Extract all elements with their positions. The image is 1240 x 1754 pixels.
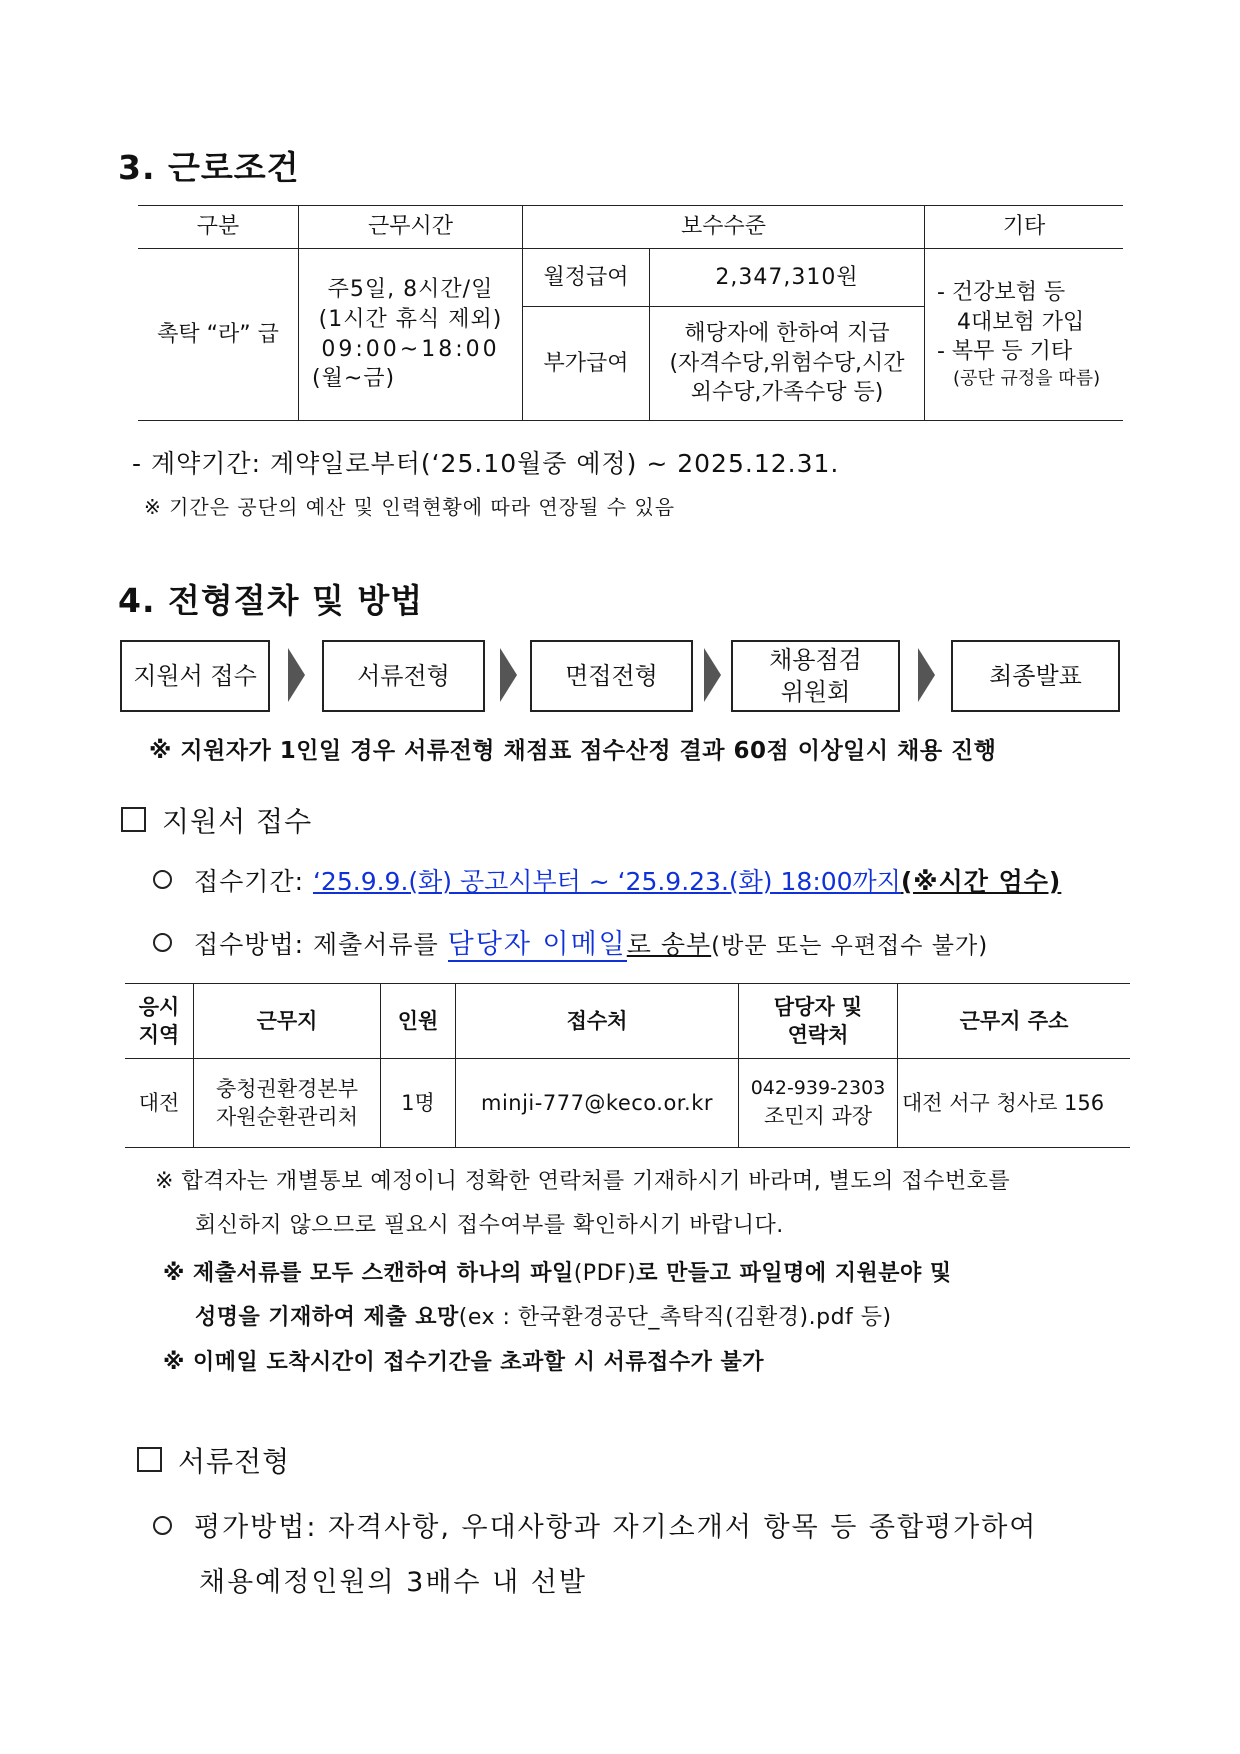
checkbox-icon <box>137 1447 162 1472</box>
step-interview: 면접전형 <box>530 640 693 712</box>
arrow-icon <box>704 648 721 702</box>
step-hiring-committee: 채용점검 위원회 <box>731 640 900 712</box>
header-etc: 기타 <box>925 206 1124 249</box>
extra-pay-label: 부가급여 <box>523 307 650 421</box>
arrow-icon <box>500 648 517 702</box>
step-application: 지원서 접수 <box>120 640 270 712</box>
working-conditions-table <box>138 205 1123 421</box>
step-document-screening: 서류전형 <box>322 640 485 712</box>
contact-table <box>125 983 1130 1148</box>
header-count: 인원 <box>381 984 456 1059</box>
arrow-icon <box>918 648 935 702</box>
monthly-pay-value: 2,347,310원 <box>650 249 925 307</box>
header-hours: 근무시간 <box>299 206 523 249</box>
screening-method: 평가방법: 자격사항, 우대사항과 자기소개서 항목 등 종합평가하여 <box>153 1505 1037 1544</box>
document-screening-heading: 서류전형 <box>137 1440 290 1480</box>
section-4-title: 4. 전형절차 및 방법 <box>118 581 424 620</box>
method-highlight: 담당자 이메일 <box>447 929 627 960</box>
note-file-1: ※ 제출서류를 모두 스캔하여 하나의 파일(PDF)로 만들고 파일명에 지원분야 및 <box>163 1261 952 1286</box>
header-workplace: 근무지 <box>194 984 381 1059</box>
note-contact-2: 회신하지 않으므로 필요시 접수여부를 확인하시기 바랍니다. <box>195 1213 784 1238</box>
workplace-cell: 충청권환경본부 자원순환관리처 <box>194 1059 381 1148</box>
screening-method-2: 채용예정인원의 3배수 내 선발 <box>199 1567 587 1598</box>
header-region: 응시 지역 <box>125 984 194 1059</box>
region-cell: 대전 <box>138 1090 180 1115</box>
note-deadline: ※ 이메일 도착시간이 접수기간을 초과할 시 서류접수가 불가 <box>163 1350 765 1375</box>
application-period: 접수기간: ‘25.9.9.(화) 공고시부터 ~ ‘25.9.23.(화) 18:00까지(※시간 엄수) <box>153 862 1061 898</box>
section-3-title: 3. 근로조건 <box>118 148 300 187</box>
arrow-icon <box>288 648 305 702</box>
application-heading: 지원서 접수 <box>121 800 312 840</box>
header-pay: 보수수준 <box>523 206 925 249</box>
hours-cell: 주5일, 8시간/일 (1시간 휴식 제외) 09:00~18:00 (월~금) <box>299 249 523 421</box>
circle-bullet-icon <box>153 1516 172 1535</box>
monthly-pay-label: 월정급여 <box>523 249 650 307</box>
contract-note: ※ 기간은 공단의 예산 및 인력현황에 따라 연장될 수 있음 <box>144 495 676 519</box>
checkbox-icon <box>121 807 146 832</box>
address-cell: 대전 서구 청사로 156 <box>898 1059 1131 1148</box>
contract-period: - 계약기간: 계약일로부터(‘25.10월중 예정) ~ 2025.12.31. <box>132 449 840 478</box>
email-cell[interactable]: minji-777@keco.or.kr <box>456 1059 739 1148</box>
header-category: 구분 <box>138 206 299 249</box>
period-value: ‘25.9.9.(화) 공고시부터 ~ ‘25.9.23.(화) 18:00까지 <box>312 867 901 896</box>
application-method: 접수방법: 제출서류를 담당자 이메일로 송부(방문 또는 우편접수 불가) <box>153 922 988 961</box>
step-note: ※ 지원자가 1인일 경우 서류전형 채점표 점수산정 결과 60점 이상일시 채용 진행 <box>149 738 997 764</box>
circle-bullet-icon <box>153 870 172 889</box>
extra-pay-value: 해당자에 한하여 지급 (자격수당,위험수당,시간 외수당,가족수당 등) <box>650 307 925 421</box>
circle-bullet-icon <box>153 933 172 952</box>
count-cell: 1명 <box>381 1059 456 1148</box>
header-contact: 담당자 및 연락처 <box>739 984 898 1059</box>
phone-cell: 042-939-2303 조민지 과장 <box>739 1059 898 1148</box>
grade-cell: 촉탁 “라” 급 <box>157 321 279 347</box>
header-email: 접수처 <box>456 984 739 1059</box>
note-file-2: 성명을 기재하여 제출 요망(ex : 한국환경공단_촉탁직(김환경).pdf 등) <box>195 1305 892 1330</box>
header-address: 근무지 주소 <box>898 984 1131 1059</box>
step-final-announcement: 최종발표 <box>951 640 1120 712</box>
note-contact-1: ※ 합격자는 개별통보 예정이니 정확한 연락처를 기재하시기 바라며, 별도의 접수번호를 <box>155 1169 1011 1194</box>
etc-cell: - 건강보험 등 4대보험 가입 - 복무 등 기타 (공단 규정을 따름) <box>925 249 1124 421</box>
